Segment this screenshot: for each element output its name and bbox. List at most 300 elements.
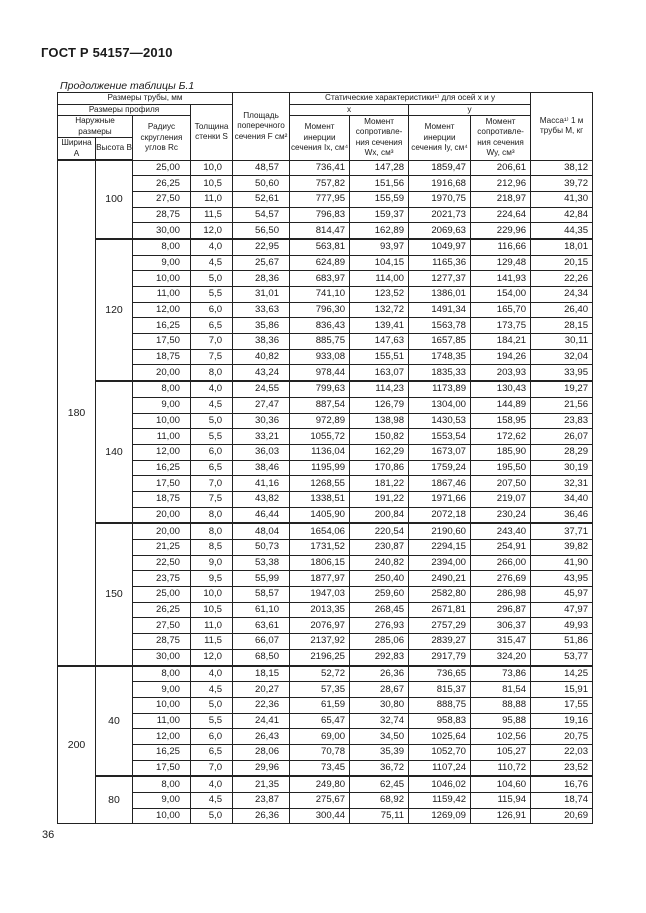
table-cell: 68,92 [350,793,409,809]
table-cell: 27,47 [233,397,290,413]
table-cell: 2190,60 [409,523,471,539]
table-cell: 20,00 [133,507,191,523]
table-cell: 132,72 [350,302,409,318]
table-cell: 1657,85 [409,334,471,350]
table-cell: 33,63 [233,302,290,318]
table-cell: 736,41 [290,160,350,176]
table-cell: 1269,09 [409,808,471,824]
table-cell: 1673,07 [409,444,471,460]
table-cell: 17,50 [133,760,191,776]
table-cell: 6,5 [191,460,233,476]
table-cell: 43,95 [531,571,593,587]
table-row [58,602,593,618]
table-cell: 73,86 [471,666,531,682]
table-cell: 173,75 [471,318,531,334]
table-cell: 285,06 [350,634,409,650]
table-cell: 38,36 [233,334,290,350]
table-cell: 95,88 [471,713,531,729]
table-cell: 126,79 [350,397,409,413]
table-row [58,429,593,445]
table-cell: 147,28 [350,160,409,176]
table-cell: 2021,73 [409,207,471,223]
table-cell: 36,03 [233,444,290,460]
table-cell: 2076,97 [290,618,350,634]
table-cell: 796,83 [290,207,350,223]
table-cell: 20,15 [531,255,593,271]
table-cell: 1165,36 [409,255,471,271]
table-cell: 12,0 [191,223,233,239]
table-cell: 2196,25 [290,649,350,665]
table-cell: 683,97 [290,271,350,287]
table-cell: 206,61 [471,160,531,176]
table-cell: 286,98 [471,587,531,603]
table-cell: 22,03 [531,744,593,760]
header-pipe-dims: Размеры трубы, мм [58,93,233,105]
table-cell: 888,75 [409,697,471,713]
table-cell: 200,84 [350,507,409,523]
table-cell: 1338,51 [290,491,350,507]
table-cell: 11,00 [133,287,191,303]
table-cell: 20,00 [133,523,191,539]
table-cell: 1052,70 [409,744,471,760]
table-cell: 12,00 [133,729,191,745]
table-cell: 22,26 [531,271,593,287]
table-cell: 10,5 [191,602,233,618]
table-cell: 28,75 [133,634,191,650]
table-cell: 972,89 [290,413,350,429]
table-cell: 52,61 [233,191,290,207]
table-cell: 26,07 [531,429,593,445]
table-cell: 42,84 [531,207,593,223]
table-cell: 35,39 [350,744,409,760]
table-cell: 28,15 [531,318,593,334]
table-cell: 162,29 [350,444,409,460]
table-cell: 45,97 [531,587,593,603]
table-cell: 30,00 [133,649,191,665]
table-cell: 1491,34 [409,302,471,318]
table-cell: 10,00 [133,271,191,287]
table-cell: 1877,97 [290,571,350,587]
table-cell: 4,0 [191,776,233,792]
table-cell: 33,95 [531,365,593,381]
header-inertia-x: Момент инерции сечения Ix, см⁴ [290,116,350,161]
table-cell: 126,91 [471,808,531,824]
table-cell: 30,00 [133,223,191,239]
table-cell: 22,36 [233,697,290,713]
table-cell: 11,0 [191,618,233,634]
table-cell: 249,80 [290,776,350,792]
table-cell: 23,83 [531,413,593,429]
table-cell: 26,40 [531,302,593,318]
table-cell: 4,0 [191,381,233,397]
table-row [58,523,593,539]
table-cell: 51,86 [531,634,593,650]
table-row [58,176,593,192]
table-cell: 4,0 [191,666,233,682]
table-cell: 10,00 [133,808,191,824]
table-cell: 799,63 [290,381,350,397]
table-cell: 1748,35 [409,349,471,365]
table-row [58,191,593,207]
table-cell: 53,77 [531,649,593,665]
table-cell: 38,12 [531,160,593,176]
table-cell: 75,11 [350,808,409,824]
table-cell: 4,5 [191,793,233,809]
table-cell: 22,50 [133,555,191,571]
table-cell: 25,00 [133,160,191,176]
table-cell: 219,07 [471,491,531,507]
table-cell: 9,0 [191,555,233,571]
table-cell: 1046,02 [409,776,471,792]
table-cell: 1304,00 [409,397,471,413]
table-row [58,618,593,634]
table-row [58,271,593,287]
header-static: Статические характеристики¹⁾ для осей x и y [290,93,531,105]
height-cell: 150 [96,523,133,665]
table-row [58,255,593,271]
table-cell: 44,35 [531,223,593,239]
table-cell: 268,45 [350,602,409,618]
table-cell: 170,86 [350,460,409,476]
table-cell: 1159,42 [409,793,471,809]
table-cell: 2013,35 [290,602,350,618]
table-cell: 28,75 [133,207,191,223]
table-cell: 43,24 [233,365,290,381]
table-cell: 55,99 [233,571,290,587]
table-cell: 115,94 [471,793,531,809]
table-cell: 104,60 [471,776,531,792]
table-row [58,760,593,776]
table-cell: 40,82 [233,349,290,365]
table-cell: 1916,68 [409,176,471,192]
header-axis-x: x [290,104,409,116]
table-cell: 16,25 [133,460,191,476]
table-cell: 7,5 [191,491,233,507]
table-cell: 20,00 [133,365,191,381]
table-cell: 254,91 [471,540,531,556]
table-cell: 65,47 [290,713,350,729]
table-cell: 224,64 [471,207,531,223]
table-cell: 194,26 [471,349,531,365]
table-cell: 10,00 [133,697,191,713]
table-row [58,808,593,824]
table-row [58,634,593,650]
table-cell: 6,0 [191,302,233,318]
table-row [58,365,593,381]
table-cell: 41,16 [233,476,290,492]
table-cell: 139,41 [350,318,409,334]
standard-number: ГОСТ Р 54157—2010 [41,45,173,60]
table-cell: 212,96 [471,176,531,192]
table-cell: 38,46 [233,460,290,476]
table-cell: 47,97 [531,602,593,618]
table-cell: 2757,29 [409,618,471,634]
table-cell: 9,00 [133,255,191,271]
table-row [58,239,593,255]
table-cell: 5,5 [191,713,233,729]
table-row [58,460,593,476]
table-cell: 8,5 [191,540,233,556]
table-cell: 36,72 [350,760,409,776]
table-cell: 2069,63 [409,223,471,239]
table-cell: 17,55 [531,697,593,713]
table-cell: 17,50 [133,334,191,350]
table-cell: 104,15 [350,255,409,271]
table-row [58,223,593,239]
table-cell: 8,00 [133,239,191,255]
table-cell: 736,65 [409,666,471,682]
table-row [58,444,593,460]
table-cell: 207,50 [471,476,531,492]
table-cell: 191,22 [350,491,409,507]
table-cell: 814,47 [290,223,350,239]
table-cell: 30,11 [531,334,593,350]
table-cell: 39,82 [531,540,593,556]
table-cell: 23,75 [133,571,191,587]
table-cell: 259,60 [350,587,409,603]
table-cell: 25,00 [133,587,191,603]
table-row [58,381,593,397]
table-cell: 11,0 [191,191,233,207]
table-cell: 5,0 [191,413,233,429]
table-cell: 29,96 [233,760,290,776]
table-cell: 2294,15 [409,540,471,556]
table-cell: 1049,97 [409,239,471,255]
table-row [58,744,593,760]
table-cell: 24,34 [531,287,593,303]
height-cell: 120 [96,239,133,381]
table-row [58,697,593,713]
table-row [58,571,593,587]
table-cell: 36,46 [531,507,593,523]
table-cell: 37,71 [531,523,593,539]
table-cell: 1654,06 [290,523,350,539]
table-cell: 154,00 [471,287,531,303]
table-row [58,413,593,429]
table-row [58,776,593,792]
table-cell: 48,57 [233,160,290,176]
table-cell: 23,87 [233,793,290,809]
table-continuation-title: Продолжение таблицы Б.1 [60,80,195,92]
table-cell: 11,5 [191,207,233,223]
header-profile-dims: Размеры профиля [58,104,191,116]
table-cell: 116,66 [471,239,531,255]
table-row [58,649,593,665]
table-cell: 41,30 [531,191,593,207]
table-row [58,160,593,176]
table-cell: 155,59 [350,191,409,207]
table-row [58,476,593,492]
table-cell: 39,72 [531,176,593,192]
table-cell: 1268,55 [290,476,350,492]
table-cell: 1859,47 [409,160,471,176]
table-cell: 1195,99 [290,460,350,476]
table-cell: 30,36 [233,413,290,429]
table-cell: 1136,04 [290,444,350,460]
table-cell: 28,29 [531,444,593,460]
table-cell: 9,00 [133,793,191,809]
table-row [58,491,593,507]
table-cell: 184,21 [471,334,531,350]
table-cell: 276,69 [471,571,531,587]
table-cell: 41,90 [531,555,593,571]
table-cell: 151,56 [350,176,409,192]
table-cell: 26,25 [133,176,191,192]
table-cell: 1971,66 [409,491,471,507]
table-cell: 123,52 [350,287,409,303]
table-cell: 220,54 [350,523,409,539]
table-cell: 2917,79 [409,649,471,665]
table-cell: 30,19 [531,460,593,476]
header-mass: Масса¹⁾ 1 м трубы M, кг [531,93,593,161]
table-cell: 5,0 [191,271,233,287]
table-cell: 26,36 [350,666,409,682]
table-cell: 130,43 [471,381,531,397]
table-cell: 10,5 [191,176,233,192]
table-cell: 243,40 [471,523,531,539]
table-cell: 11,5 [191,634,233,650]
table-cell: 30,80 [350,697,409,713]
table-cell: 49,93 [531,618,593,634]
header-outer-dims: Наружные размеры [58,116,133,138]
table-cell: 7,0 [191,760,233,776]
table-cell: 2394,00 [409,555,471,571]
table-cell: 978,44 [290,365,350,381]
table-cell: 958,83 [409,713,471,729]
table-cell: 8,00 [133,776,191,792]
table-cell: 26,43 [233,729,290,745]
table-cell: 21,56 [531,397,593,413]
table-cell: 8,0 [191,365,233,381]
table-cell: 158,95 [471,413,531,429]
table-cell: 50,73 [233,540,290,556]
table-cell: 81,54 [471,682,531,698]
header-radius: Радиус скругления углов Rc [133,116,191,161]
table-cell: 275,67 [290,793,350,809]
header-height: Высота B [96,138,133,161]
table-cell: 27,50 [133,618,191,634]
table-cell: 836,43 [290,318,350,334]
table-cell: 155,51 [350,349,409,365]
table-cell: 741,10 [290,287,350,303]
table-cell: 63,61 [233,618,290,634]
table-cell: 32,74 [350,713,409,729]
table-cell: 6,0 [191,729,233,745]
table-cell: 324,20 [471,649,531,665]
header-axis-y: y [409,104,531,116]
table-cell: 165,70 [471,302,531,318]
table-cell: 46,44 [233,507,290,523]
table-cell: 624,89 [290,255,350,271]
table-cell: 26,36 [233,808,290,824]
table-cell: 57,35 [290,682,350,698]
table-cell: 10,00 [133,413,191,429]
table-cell: 19,27 [531,381,593,397]
table-cell: 21,25 [133,540,191,556]
table-cell: 4,0 [191,239,233,255]
table-cell: 93,97 [350,239,409,255]
table-row [58,507,593,523]
table-row [58,587,593,603]
table-cell: 48,04 [233,523,290,539]
table-cell: 885,75 [290,334,350,350]
table-cell: 1277,37 [409,271,471,287]
table-cell: 887,54 [290,397,350,413]
header-inertia-y: Момент инерции сечения Iy, см⁴ [409,116,471,161]
table-cell: 163,07 [350,365,409,381]
table-cell: 563,81 [290,239,350,255]
table-row [58,666,593,682]
table-cell: 11,00 [133,713,191,729]
table-cell: 114,00 [350,271,409,287]
table-cell: 22,95 [233,239,290,255]
table-cell: 1806,15 [290,555,350,571]
table-cell: 8,00 [133,666,191,682]
table-cell: 230,87 [350,540,409,556]
table-cell: 1055,72 [290,429,350,445]
header-thickness: Толщина стенки S [191,104,233,160]
table-cell: 4,5 [191,397,233,413]
header-area: Площадь поперечного сечения F см² [233,93,290,161]
table-cell: 102,56 [471,729,531,745]
table-cell: 16,25 [133,744,191,760]
table-cell: 56,50 [233,223,290,239]
table-cell: 31,01 [233,287,290,303]
table-cell: 229,96 [471,223,531,239]
table-cell: 19,16 [531,713,593,729]
table-row [58,302,593,318]
table-cell: 1835,33 [409,365,471,381]
table-cell: 12,00 [133,444,191,460]
table-cell: 110,72 [471,760,531,776]
table-cell: 777,95 [290,191,350,207]
width-cell: 200 [58,666,96,824]
table-row [58,713,593,729]
height-cell: 40 [96,666,133,777]
table-cell: 18,75 [133,349,191,365]
table-row [58,793,593,809]
table-cell: 1867,46 [409,476,471,492]
table-cell: 8,0 [191,507,233,523]
table-cell: 2671,81 [409,602,471,618]
table-row [58,729,593,745]
table-cell: 185,90 [471,444,531,460]
table-cell: 114,23 [350,381,409,397]
table-cell: 1173,89 [409,381,471,397]
pipe-properties-table [57,92,593,824]
header-width: Ширина A [58,138,96,161]
table-cell: 28,06 [233,744,290,760]
table-cell: 1430,53 [409,413,471,429]
table-row [58,334,593,350]
height-cell: 100 [96,160,133,239]
table-cell: 14,25 [531,666,593,682]
table-cell: 144,89 [471,397,531,413]
table-cell: 6,0 [191,444,233,460]
table-cell: 1553,54 [409,429,471,445]
table-cell: 6,5 [191,318,233,334]
page-number: 36 [42,829,55,841]
table-cell: 26,25 [133,602,191,618]
table-cell: 5,5 [191,429,233,445]
table-cell: 20,27 [233,682,290,698]
table-cell: 147,63 [350,334,409,350]
table-cell: 150,82 [350,429,409,445]
height-cell: 80 [96,776,133,824]
table-cell: 18,01 [531,239,593,255]
table-cell: 162,89 [350,223,409,239]
table-cell: 7,0 [191,334,233,350]
